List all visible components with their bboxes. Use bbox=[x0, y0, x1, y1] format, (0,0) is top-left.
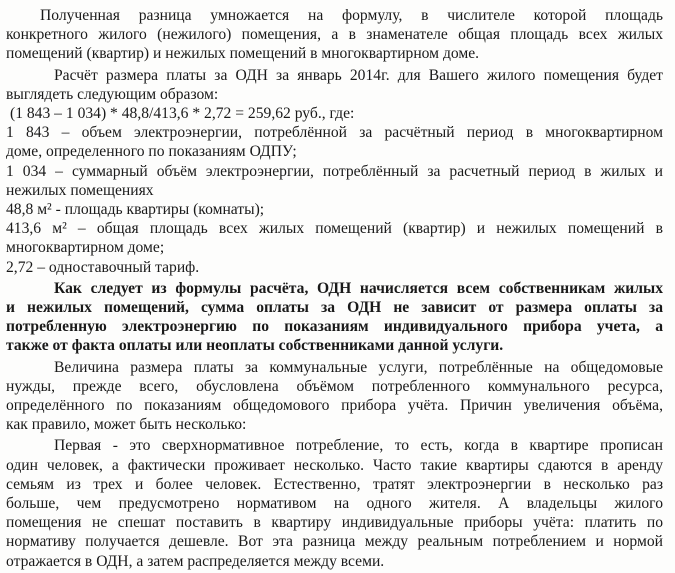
text-line: также от факта оплаты или неоплаты собственниками данной услуги. bbox=[6, 337, 504, 355]
text-line: помещений (квартир) и нежилых помещений в многоквартирном доме. bbox=[6, 45, 480, 63]
text-line: определённого по показаниям общедомового прибора учёта. Причин увеличения объёма, bbox=[6, 397, 663, 415]
text-line: один человек, а фактически проживает несколько. Часто такие квартиры сдаются в аренду bbox=[6, 456, 663, 474]
text-line: потребленную электроэнергию по показаниям индивидуального прибора учета, а bbox=[6, 318, 663, 336]
definition-total-area bbox=[6, 219, 663, 257]
text-line: нежилых помещениях bbox=[6, 181, 154, 199]
formula-line bbox=[6, 104, 663, 123]
paragraph-area-formula bbox=[6, 6, 663, 64]
text-line: нормативу получается дешевле. Вот эта разница между реальным потреблением и нормой bbox=[6, 533, 663, 551]
paragraph-calculation-intro bbox=[6, 66, 663, 104]
text-line: семьям из трех и более человек. Естественно, тратят электроэнергии в несколько раз bbox=[6, 475, 663, 493]
text-line: конкретного жилого (нежилого) помещения, а в знаменателе общая площадь всех жилых bbox=[6, 26, 663, 44]
text-line: выглядеть следующим образом: bbox=[6, 85, 219, 103]
text-line: Как следует из формулы расчёта, ОДН начисляется всем собственникам жилых bbox=[54, 279, 663, 297]
text-line: нужды, прежде всего, обусловлена объёмом потребленного коммунального ресурса, bbox=[6, 377, 663, 395]
text-line: как правило, может быть несколько: bbox=[6, 416, 247, 434]
text-line: доме, определенного по показаниям ОДПУ; bbox=[6, 143, 297, 161]
text-line: отражается в ОДН, а затем распределяется между всеми. bbox=[6, 552, 385, 570]
text-line: помещения не спешат поставить в квартиру индивидуальные приборы учёта: платить по bbox=[6, 514, 663, 532]
text-line: и нежилых помещений, сумма оплаты за ОДН не зависит от размера оплаты за bbox=[6, 299, 663, 317]
text-line: Полученная разница умножается на формулу, в числителе которой площадь bbox=[40, 7, 663, 24]
text-line: многоквартирном доме; bbox=[6, 239, 165, 257]
definition-tariff bbox=[6, 258, 663, 277]
paragraph-first-reason bbox=[6, 436, 663, 570]
text-line: (1 843 – 1 034) * 48,8/413,6 * 2,72 = 259,62 руб., где: bbox=[10, 105, 355, 123]
text-line: 413,6 м² – общая площадь всех жилых помещений (квартир) и нежилых помещений в bbox=[6, 220, 663, 238]
text-line: 1 034 – суммарный объём электроэнергии, потреблённый за расчетный период в жилых и bbox=[6, 162, 663, 180]
text-line: Первая - это сверхнормативное потребление, то есть, когда в квартире прописан bbox=[54, 437, 663, 455]
paragraph-reasons-intro bbox=[6, 358, 663, 435]
paragraph-conclusion-bold bbox=[6, 279, 663, 356]
definition-apartment-area bbox=[6, 200, 663, 219]
text-line: Расчёт размера платы за ОДН за январь 2014г. для Вашего жилого помещения будет bbox=[54, 66, 663, 84]
text-line: 48,8 м² - площадь квартиры (комнаты); bbox=[6, 201, 265, 219]
definition-total-volume bbox=[6, 123, 663, 161]
text-line: 1 843 – объем электроэнергии, потреблённой за расчётный период в многоквартирном bbox=[6, 124, 663, 142]
text-line: Величина размера платы за коммунальные услуги, потреблённые на общедомовые bbox=[54, 358, 663, 376]
definition-apartments-volume bbox=[6, 162, 663, 200]
text-line: 2,72 – одноставочный тариф. bbox=[6, 258, 200, 276]
text-line: больше, чем предусмотрено нормативом на одного жителя. А владельцы жилого bbox=[6, 495, 663, 513]
